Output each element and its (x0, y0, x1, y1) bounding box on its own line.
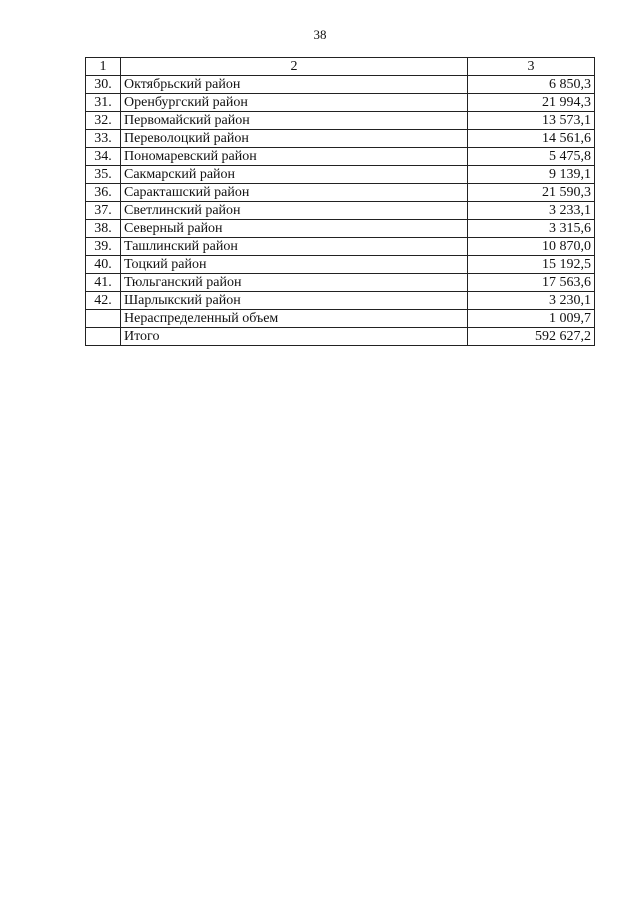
amount-cell: 21 994,3 (468, 94, 595, 112)
row-number-cell: 40. (86, 256, 121, 274)
table-row (86, 112, 595, 130)
header-col-2: 2 (121, 58, 468, 76)
table-row (86, 310, 595, 328)
district-name-cell: Итого (121, 328, 468, 346)
table-row (86, 148, 595, 166)
amount-cell: 14 561,6 (468, 130, 595, 148)
district-name-cell: Пономаревский район (121, 148, 468, 166)
amount-cell: 9 139,1 (468, 166, 595, 184)
amount-cell: 3 233,1 (468, 202, 595, 220)
row-number-cell: 42. (86, 292, 121, 310)
table-row (86, 94, 595, 112)
table-row (86, 256, 595, 274)
row-number-cell: 41. (86, 274, 121, 292)
district-name-cell: Ташлинский район (121, 238, 468, 256)
district-name-cell: Сакмарский район (121, 166, 468, 184)
district-name-cell: Переволоцкий район (121, 130, 468, 148)
row-number-cell: 37. (86, 202, 121, 220)
table-row (86, 328, 595, 346)
table-row (86, 184, 595, 202)
row-number-cell (86, 310, 121, 328)
row-number-cell: 30. (86, 76, 121, 94)
district-name-cell: Октябрьский район (121, 76, 468, 94)
district-name-cell: Первомайский район (121, 112, 468, 130)
header-col-1: 1 (86, 58, 121, 76)
row-number-cell: 34. (86, 148, 121, 166)
row-number-cell: 38. (86, 220, 121, 238)
district-name-cell: Шарлыкский район (121, 292, 468, 310)
table-row (86, 130, 595, 148)
row-number-cell: 39. (86, 238, 121, 256)
district-name-cell: Нераспределенный объем (121, 310, 468, 328)
amount-cell: 5 475,8 (468, 148, 595, 166)
district-name-cell: Тюльганский район (121, 274, 468, 292)
row-number-cell: 32. (86, 112, 121, 130)
header-row (86, 58, 595, 76)
amount-cell: 13 573,1 (468, 112, 595, 130)
row-number-cell: 31. (86, 94, 121, 112)
amount-cell: 10 870,0 (468, 238, 595, 256)
table-row (86, 202, 595, 220)
table-row (86, 274, 595, 292)
row-number-cell: 33. (86, 130, 121, 148)
row-number-cell: 36. (86, 184, 121, 202)
table-row (86, 220, 595, 238)
amount-cell: 15 192,5 (468, 256, 595, 274)
district-name-cell: Оренбургский район (121, 94, 468, 112)
district-name-cell: Саракташский район (121, 184, 468, 202)
page-number: 38 (313, 27, 327, 42)
amount-cell: 17 563,6 (468, 274, 595, 292)
district-name-cell: Тоцкий район (121, 256, 468, 274)
table-body (86, 76, 595, 346)
amount-cell: 3 230,1 (468, 292, 595, 310)
amount-cell: 3 315,6 (468, 220, 595, 238)
amount-cell: 21 590,3 (468, 184, 595, 202)
table-row (86, 76, 595, 94)
row-number-cell: 35. (86, 166, 121, 184)
district-name-cell: Северный район (121, 220, 468, 238)
amount-cell: 592 627,2 (468, 328, 595, 346)
header-col-3: 3 (468, 58, 595, 76)
table-row (86, 166, 595, 184)
amount-cell: 6 850,3 (468, 76, 595, 94)
table-row (86, 292, 595, 310)
table-header (86, 58, 595, 76)
district-name-cell: Светлинский район (121, 202, 468, 220)
amount-cell: 1 009,7 (468, 310, 595, 328)
table-row (86, 238, 595, 256)
allocation-table (85, 57, 595, 346)
row-number-cell (86, 328, 121, 346)
